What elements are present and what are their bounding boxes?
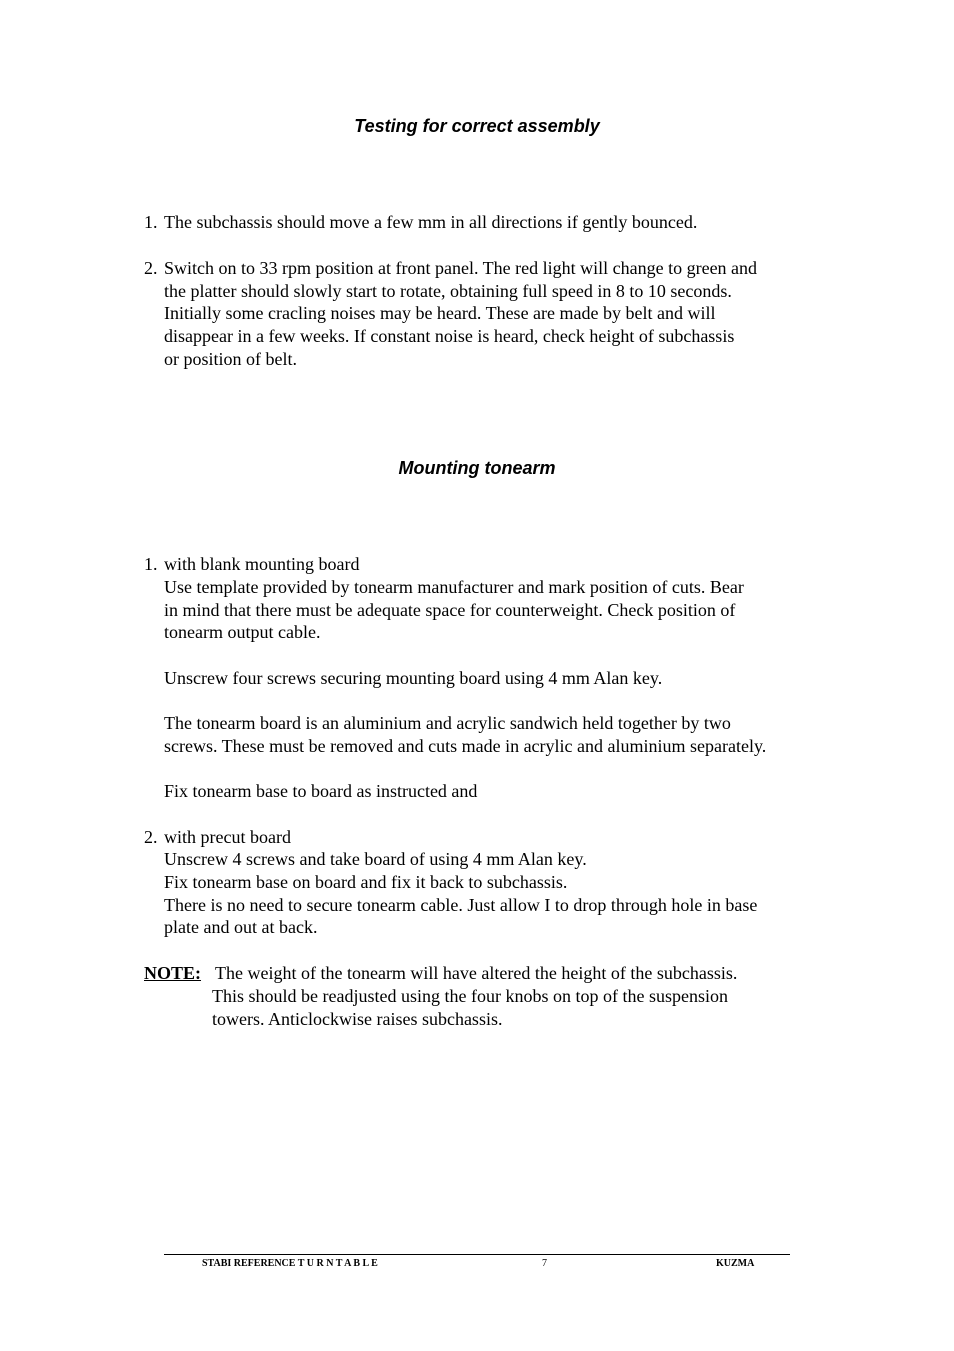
heading-mounting-tonearm: Mounting tonearm (398, 458, 556, 478)
paragraph-line: Unscrew 4 screws and take board of using 4 mm Alan key. (164, 849, 587, 869)
list-item-text: Initially some cracling noises may be heard. These are made by belt and will (164, 303, 716, 323)
list-item-text: or position of belt. (164, 349, 297, 369)
note-text: The weight of the tonearm will have altered the height of the subchassis. (215, 963, 738, 983)
heading-testing: Testing for correct assembly (354, 116, 600, 136)
note-text: towers. Anticlockwise raises subchassis. (212, 1009, 503, 1029)
paragraph-line: Fix tonearm base to board as instructed and (164, 781, 478, 801)
paragraph-line: There is no need to secure tonearm cable. Just allow I to drop through hole in base (164, 895, 758, 915)
paragraph-line: The tonearm board is an aluminium and acrylic sandwich held together by two (164, 713, 731, 733)
list-number: 1. (144, 212, 158, 232)
list-item-text: Switch on to 33 rpm position at front panel. The red light will change to green and (164, 258, 758, 278)
footer-title: STABI REFERENCE T U R N T A B L E (202, 1258, 378, 1269)
list-item-text: disappear in a few weeks. If constant noise is heard, check height of subchassis (164, 326, 735, 346)
paragraph-line: in mind that there must be adequate space for counterweight. Check position of (164, 600, 736, 620)
paragraph-line: plate and out at back. (164, 917, 318, 937)
list-number: 2. (144, 258, 158, 278)
list-item-heading: with precut board (164, 827, 291, 847)
list-item-text: The subchassis should move a few mm in all directions if gently bounced. (164, 212, 698, 232)
paragraph-line: Unscrew four screws securing mounting board using 4 mm Alan key. (164, 668, 663, 688)
paragraph-line: screws. These must be removed and cuts made in acrylic and aluminium separately. (164, 736, 767, 756)
note-label: NOTE: (144, 963, 202, 983)
footer-rule (164, 1254, 790, 1255)
note-text: This should be readjusted using the four knobs on top of the suspension (212, 986, 728, 1006)
list-item-text: the platter should slowly start to rotate, obtaining full speed in 8 to 10 seconds. (164, 281, 732, 301)
footer-brand: KUZMA (716, 1258, 755, 1269)
paragraph-line: Fix tonearm base on board and fix it back to subchassis. (164, 872, 568, 892)
list-item-heading: with blank mounting board (164, 554, 360, 574)
list-number: 1. (144, 554, 158, 574)
paragraph-line: tonearm output cable. (164, 622, 321, 642)
footer-page-number: 7 (542, 1258, 547, 1269)
list-number: 2. (144, 827, 158, 847)
paragraph-line: Use template provided by tonearm manufacturer and mark position of cuts. Bear (164, 577, 744, 597)
